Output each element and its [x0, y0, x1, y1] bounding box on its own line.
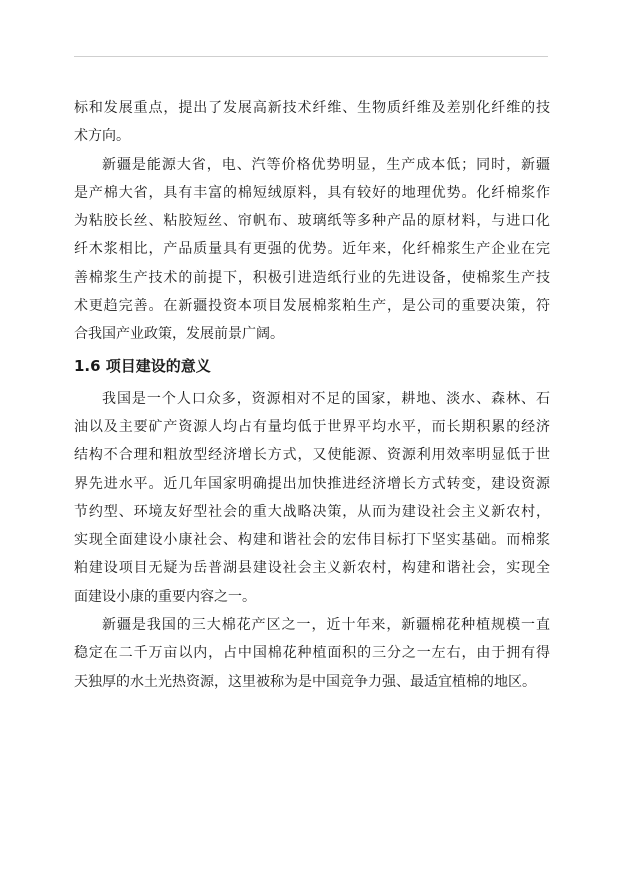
text-line: 结构不合理和粗放型经济增长方式，又使能源、资源利用效率明显低于世	[74, 447, 550, 464]
text-line: 术更趋完善。在新疆投资本项目发展棉浆粕生产，是公司的重要决策，符	[74, 298, 550, 315]
text-line: 稳定在二千万亩以内，占中国棉花种植面积的三分之一左右，由于拥有得	[74, 645, 550, 662]
text-line: 是产棉大省，具有丰富的棉短绒原料，具有较好的地理优势。化纤棉浆作	[74, 184, 550, 201]
paragraph-continuation	[74, 94, 550, 151]
text-line: 新疆是能源大省，电、汽等价格优势明显，生产成本低；同时，新疆	[102, 156, 550, 173]
text-line: 粕建设项目无疑为岳普湖县建设社会主义新农村，构建和谐社会，实现全	[74, 560, 550, 577]
text-line: 界先进水平。近几年国家明确提出加快推进经济增长方式转变，建设资源	[74, 475, 550, 492]
text-line: 天独厚的水土光热资源，这里被称为是中国竞争力强、最适宜植棉的地区。	[74, 673, 536, 690]
text-line: 新疆是我国的三大棉花产区之一，近十年来，新疆棉花种植规模一直	[102, 617, 550, 634]
text-line: 我国是一个人口众多，资源相对不足的国家，耕地、淡水、森林、石	[102, 390, 550, 407]
paragraph-cotton-region	[74, 611, 550, 696]
text-line: 实现全面建设小康社会、构建和谐社会的宏伟目标打下坚实基础。而棉浆	[74, 532, 550, 549]
header-divider	[74, 56, 548, 57]
text-line: 为粘胶长丝、粘胶短丝、帘帆布、玻璃纸等多种产品的原材料，与进口化	[74, 213, 550, 230]
text-line: 纤木浆相比，产品质量具有更强的优势。近年来，化纤棉浆生产企业在完	[74, 241, 550, 258]
text-line: 合我国产业政策，发展前景广阔。	[74, 326, 284, 343]
document-body	[74, 94, 550, 696]
paragraph-national-resources	[74, 385, 550, 611]
paragraph-xinjiang-energy	[74, 151, 550, 349]
text-line: 节约型、环境友好型社会的重大战略决策，从而为建设社会主义新农村，	[74, 503, 550, 520]
text-line: 善棉浆生产技术的前提下，积极引进造纸行业的先进设备，使棉浆生产技	[74, 269, 550, 286]
text-line: 术方向。	[74, 128, 130, 145]
text-line: 面建设小康的重要内容之一。	[74, 588, 256, 605]
text-line: 标和发展重点，提出了发展高新技术纤维、生物质纤维及差别化纤维的技	[74, 100, 550, 116]
section-heading: 1.6 项目建设的意义	[74, 356, 211, 375]
text-line: 油以及主要矿产资源人均占有量均低于世界平均水平，而长期积累的经济	[74, 418, 550, 435]
